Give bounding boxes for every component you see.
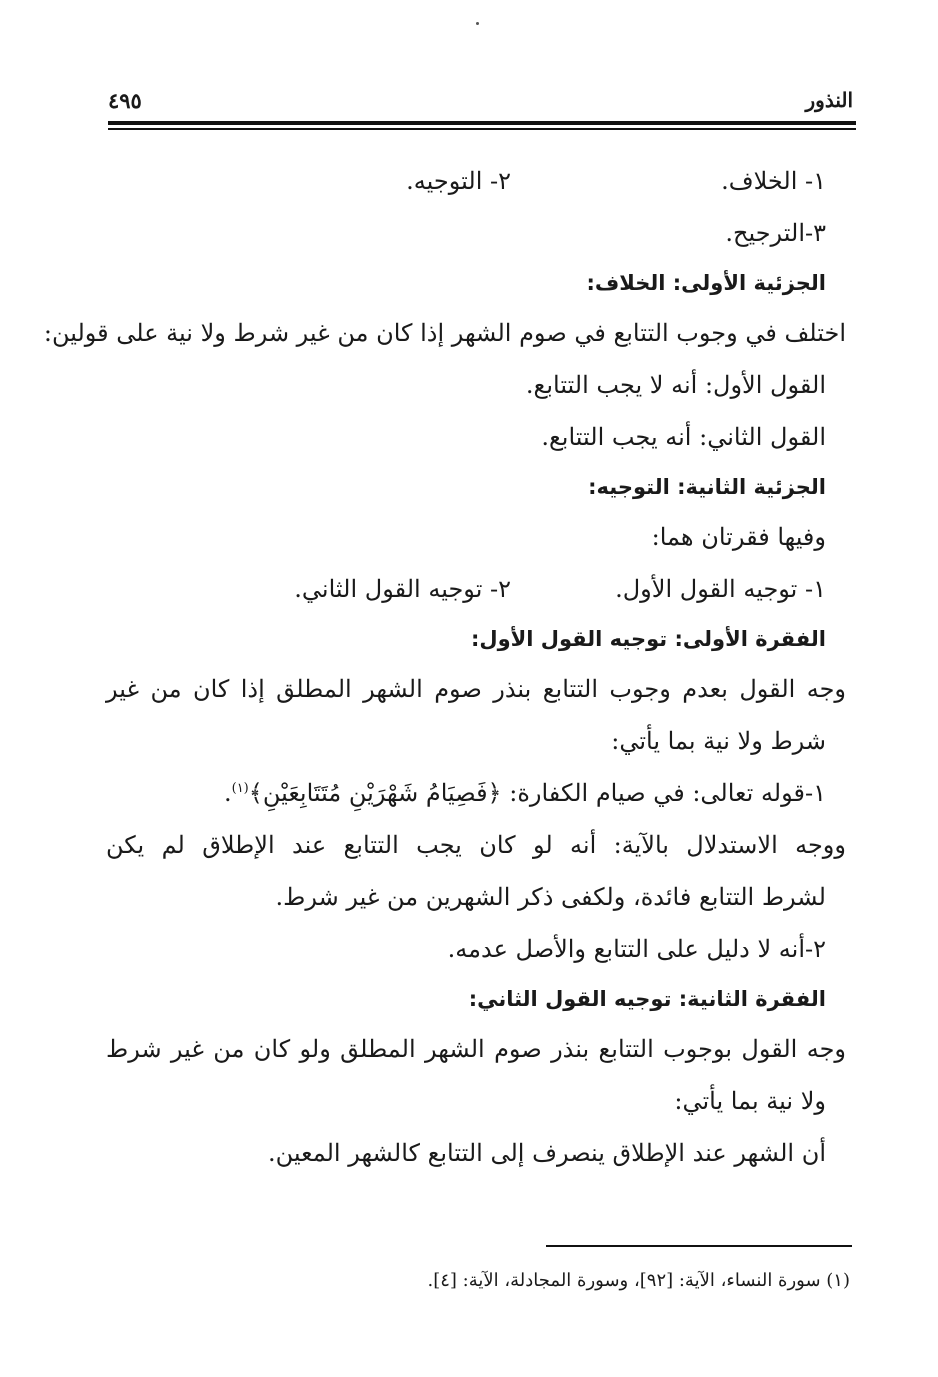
paragraph-line: شرط ولا نية بما يأتي:	[611, 727, 826, 755]
header-rule-thin	[108, 128, 856, 130]
paragraph-line: ولا نية بما يأتي:	[674, 1087, 826, 1115]
paragraph-line: ووجه الاستدلال بالآية: أنه لو كان يجب التتابع عند الإطلاق لم يكن	[106, 831, 846, 859]
paragraph-line: أن الشهر عند الإطلاق ينصرف إلى التتابع كالشهر المعين.	[268, 1139, 826, 1167]
section-heading-1: الجزئية الأولى: الخلاف:	[586, 271, 826, 295]
footnote-ref: (١)	[231, 781, 249, 796]
paragraph-line: اختلف في وجوب التتابع في صوم الشهر إذا كان من غير شرط ولا نية على قولين:	[43, 319, 846, 347]
section-heading-3: الفقرة الأولى: توجيه القول الأول:	[470, 627, 826, 651]
page-header	[108, 88, 853, 118]
outline-item-4: ١- توجيه القول الأول.	[615, 575, 826, 603]
sentence-end: .	[223, 779, 232, 807]
running-title: النذور	[805, 88, 853, 112]
paragraph-line: لشرط التتابع فائدة، ولكفى ذكر الشهرين من غير شرط.	[275, 883, 826, 911]
footnote: (١) سورة النساء، الآية: [٩٢]، وسورة المجادلة، الآية: [٤].	[427, 1270, 850, 1291]
paragraph-line: القول الثاني: أنه يجب التتابع.	[541, 423, 826, 451]
paragraph-line: القول الأول: أنه لا يجب التتابع.	[525, 371, 826, 399]
paragraph-line: وجه القول بعدم وجوب التتابع بنذر صوم الشهر المطلق إذا كان من غير	[106, 675, 846, 703]
outline-item-5: ٢- توجيه القول الثاني.	[294, 575, 511, 603]
outline-row-2	[108, 563, 826, 615]
outline-row-1	[108, 155, 826, 207]
paragraph-line: وجه القول بوجوب التتابع بنذر صوم الشهر المطلق ولو كان من غير شرط	[106, 1035, 846, 1063]
quran-citation-text: ١-قوله تعالى: في صيام الكفارة: ﴿فَصِيَامُ شَهْرَيْنِ مُتَتَابِعَيْنِ﴾	[248, 779, 826, 807]
scan-dot	[476, 22, 479, 25]
outline-item-2: ٢- التوجيه.	[406, 167, 511, 195]
page-number: ٤٩٥	[108, 88, 142, 113]
body-text	[43, 155, 846, 1179]
paragraph-line: وفيها فقرتان هما:	[651, 523, 826, 551]
outline-item-3: ٣-الترجيح.	[725, 219, 826, 247]
section-heading-4: الفقرة الثانية: توجيه القول الثاني:	[468, 987, 826, 1011]
section-heading-2: الجزئية الثانية: التوجيه:	[588, 475, 826, 499]
paragraph-line: ٢-أنه لا دليل على التتابع والأصل عدمه.	[447, 935, 826, 963]
footnote-rule	[546, 1245, 852, 1247]
outline-item-1: ١- الخلاف.	[721, 167, 826, 195]
header-rule-thick	[108, 121, 856, 125]
quran-citation-line	[108, 767, 826, 819]
